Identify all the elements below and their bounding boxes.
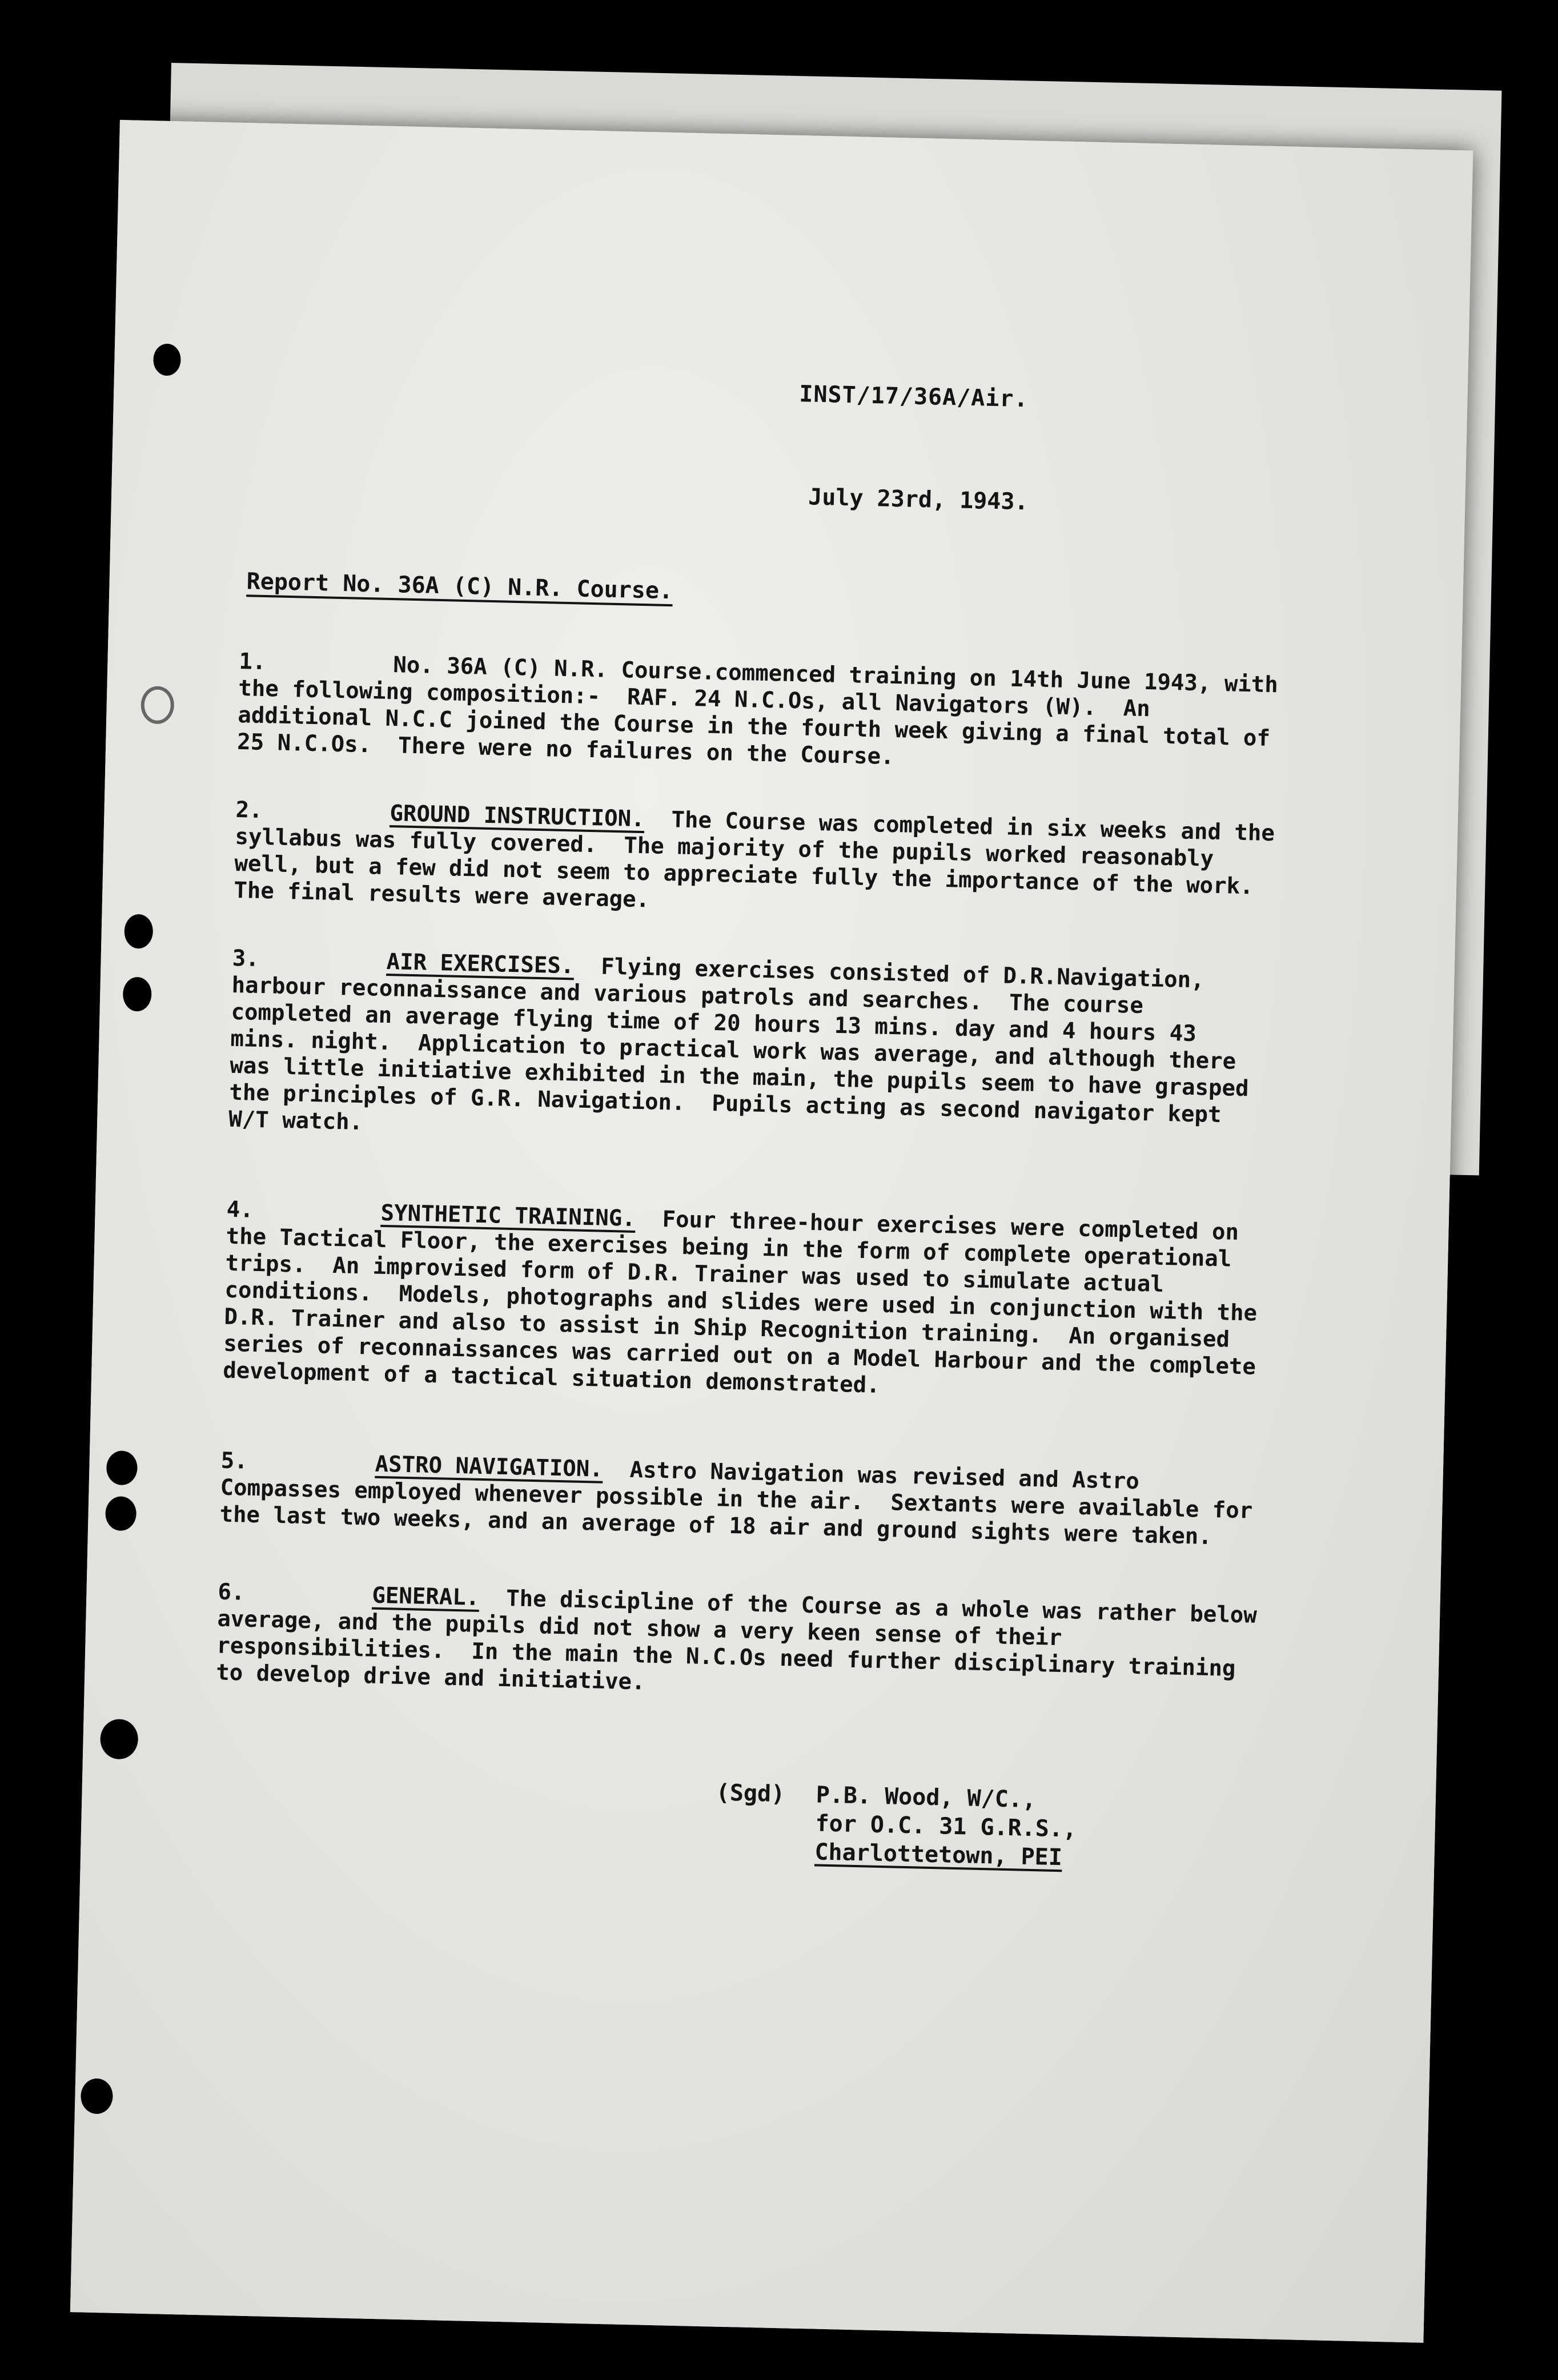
paragraph-5 <box>219 1448 1266 1551</box>
paragraph-number: 1. <box>239 648 267 676</box>
punch-hole <box>81 2078 113 2114</box>
paragraph-number: 4. <box>226 1196 254 1223</box>
punch-hole <box>100 1719 139 1759</box>
paragraph-4 <box>223 1196 1272 1408</box>
paragraph-heading: GROUND INSTRUCTION. <box>390 801 645 833</box>
punch-hole <box>153 343 181 376</box>
paragraph-number: 5. <box>220 1448 248 1474</box>
paragraph-heading: GENERAL. <box>371 1582 480 1611</box>
paragraph-number: 2. <box>235 797 263 823</box>
paragraph-heading: ASTRO NAVIGATION. <box>375 1451 604 1482</box>
paragraph-3 <box>228 945 1278 1156</box>
signatory-name: P.B. Wood, W/C., <box>816 1782 1037 1814</box>
signatory-for: for O.C. 31 G.R.S., <box>815 1810 1077 1843</box>
paragraph-body: Flying exercises consisted of D.R.Navigation, harbour reconnaissance and various patrols and searches. The course completed an average flying time of 20 hours 13 mins. day and 4 hours 43 mins. night. Application to practical work was average, and although there was little initiative exhibited in the main, the pupils seem to have grasped the principles of G.R. Navigation. Pupils acting as second navigator kept W/T watch. <box>228 953 1263 1136</box>
paragraph-body: The discipline of the Course as a whole was rather below average, and the pupils did not show a very keen sense of their responsibilities. In the main the N.C.Os need further disciplinary training to develop drive and initiative. <box>215 1585 1271 1695</box>
report-title: Report No. 36A (C) N.R. Course. <box>246 568 673 605</box>
signatory-place: Charlottetown, PEI <box>814 1839 1063 1871</box>
paragraph-number: 6. <box>218 1579 246 1606</box>
punch-hole <box>140 686 174 724</box>
punch-hole <box>105 1496 136 1531</box>
paragraph-heading: SYNTHETIC TRAINING. <box>380 1200 636 1232</box>
signature-block <box>714 1778 1078 1872</box>
paragraph-1 <box>236 648 1292 779</box>
paragraph-body: The Course was completed in six weeks and the syllabus was fully covered. The majority of the pupils worked reasonably well, but a few did not seem to appreciate fully the importance of the work. The final results were average. <box>233 806 1288 913</box>
punch-hole <box>124 914 153 949</box>
paragraph-heading: AIR EXERCISES. <box>386 948 575 979</box>
punch-hole <box>123 977 152 1012</box>
paragraph-6 <box>215 1579 1271 1710</box>
paragraph-body: Astro Navigation was revised and Astro Compasses employed whenever possible in the air. Sextants were available for the last two weeks, and an average of 18 air and ground sights were taken. <box>219 1456 1267 1550</box>
paragraph-number: 3. <box>232 945 260 972</box>
paragraph-body: No. 36A (C) N.R. Course.commenced training on 14th June 1943, with the following composition:- RAF. 24 N.C.Os, all Navigators (W). An additional N.C.C joined the Course in the fourth week giving a final total of 25 N.C.Os. There were no failures on the Course. <box>236 652 1292 770</box>
paragraph-body: Four three-hour exercises were completed on the Tactical Floor, the exercises being in the form of complete operational trips. An improvised form of D.R. Trainer was used to simulate actual conditions. Models, photographs and slides were used in conjunction with the D.R. Trainer and also to assist in Ship Recognition training. An organised series of reconnaissances was carried out on a Model Harbour and the complete development of a tactical situation demonstrated. <box>222 1205 1271 1398</box>
document-date: July 23rd, 1943. <box>808 484 1029 516</box>
document-page <box>70 120 1473 2343</box>
reference-number: INST/17/36A/Air. <box>798 381 1029 413</box>
signed-mark: (Sgd) <box>716 1779 785 1808</box>
punch-hole <box>106 1450 138 1485</box>
paragraph-2 <box>233 797 1288 927</box>
